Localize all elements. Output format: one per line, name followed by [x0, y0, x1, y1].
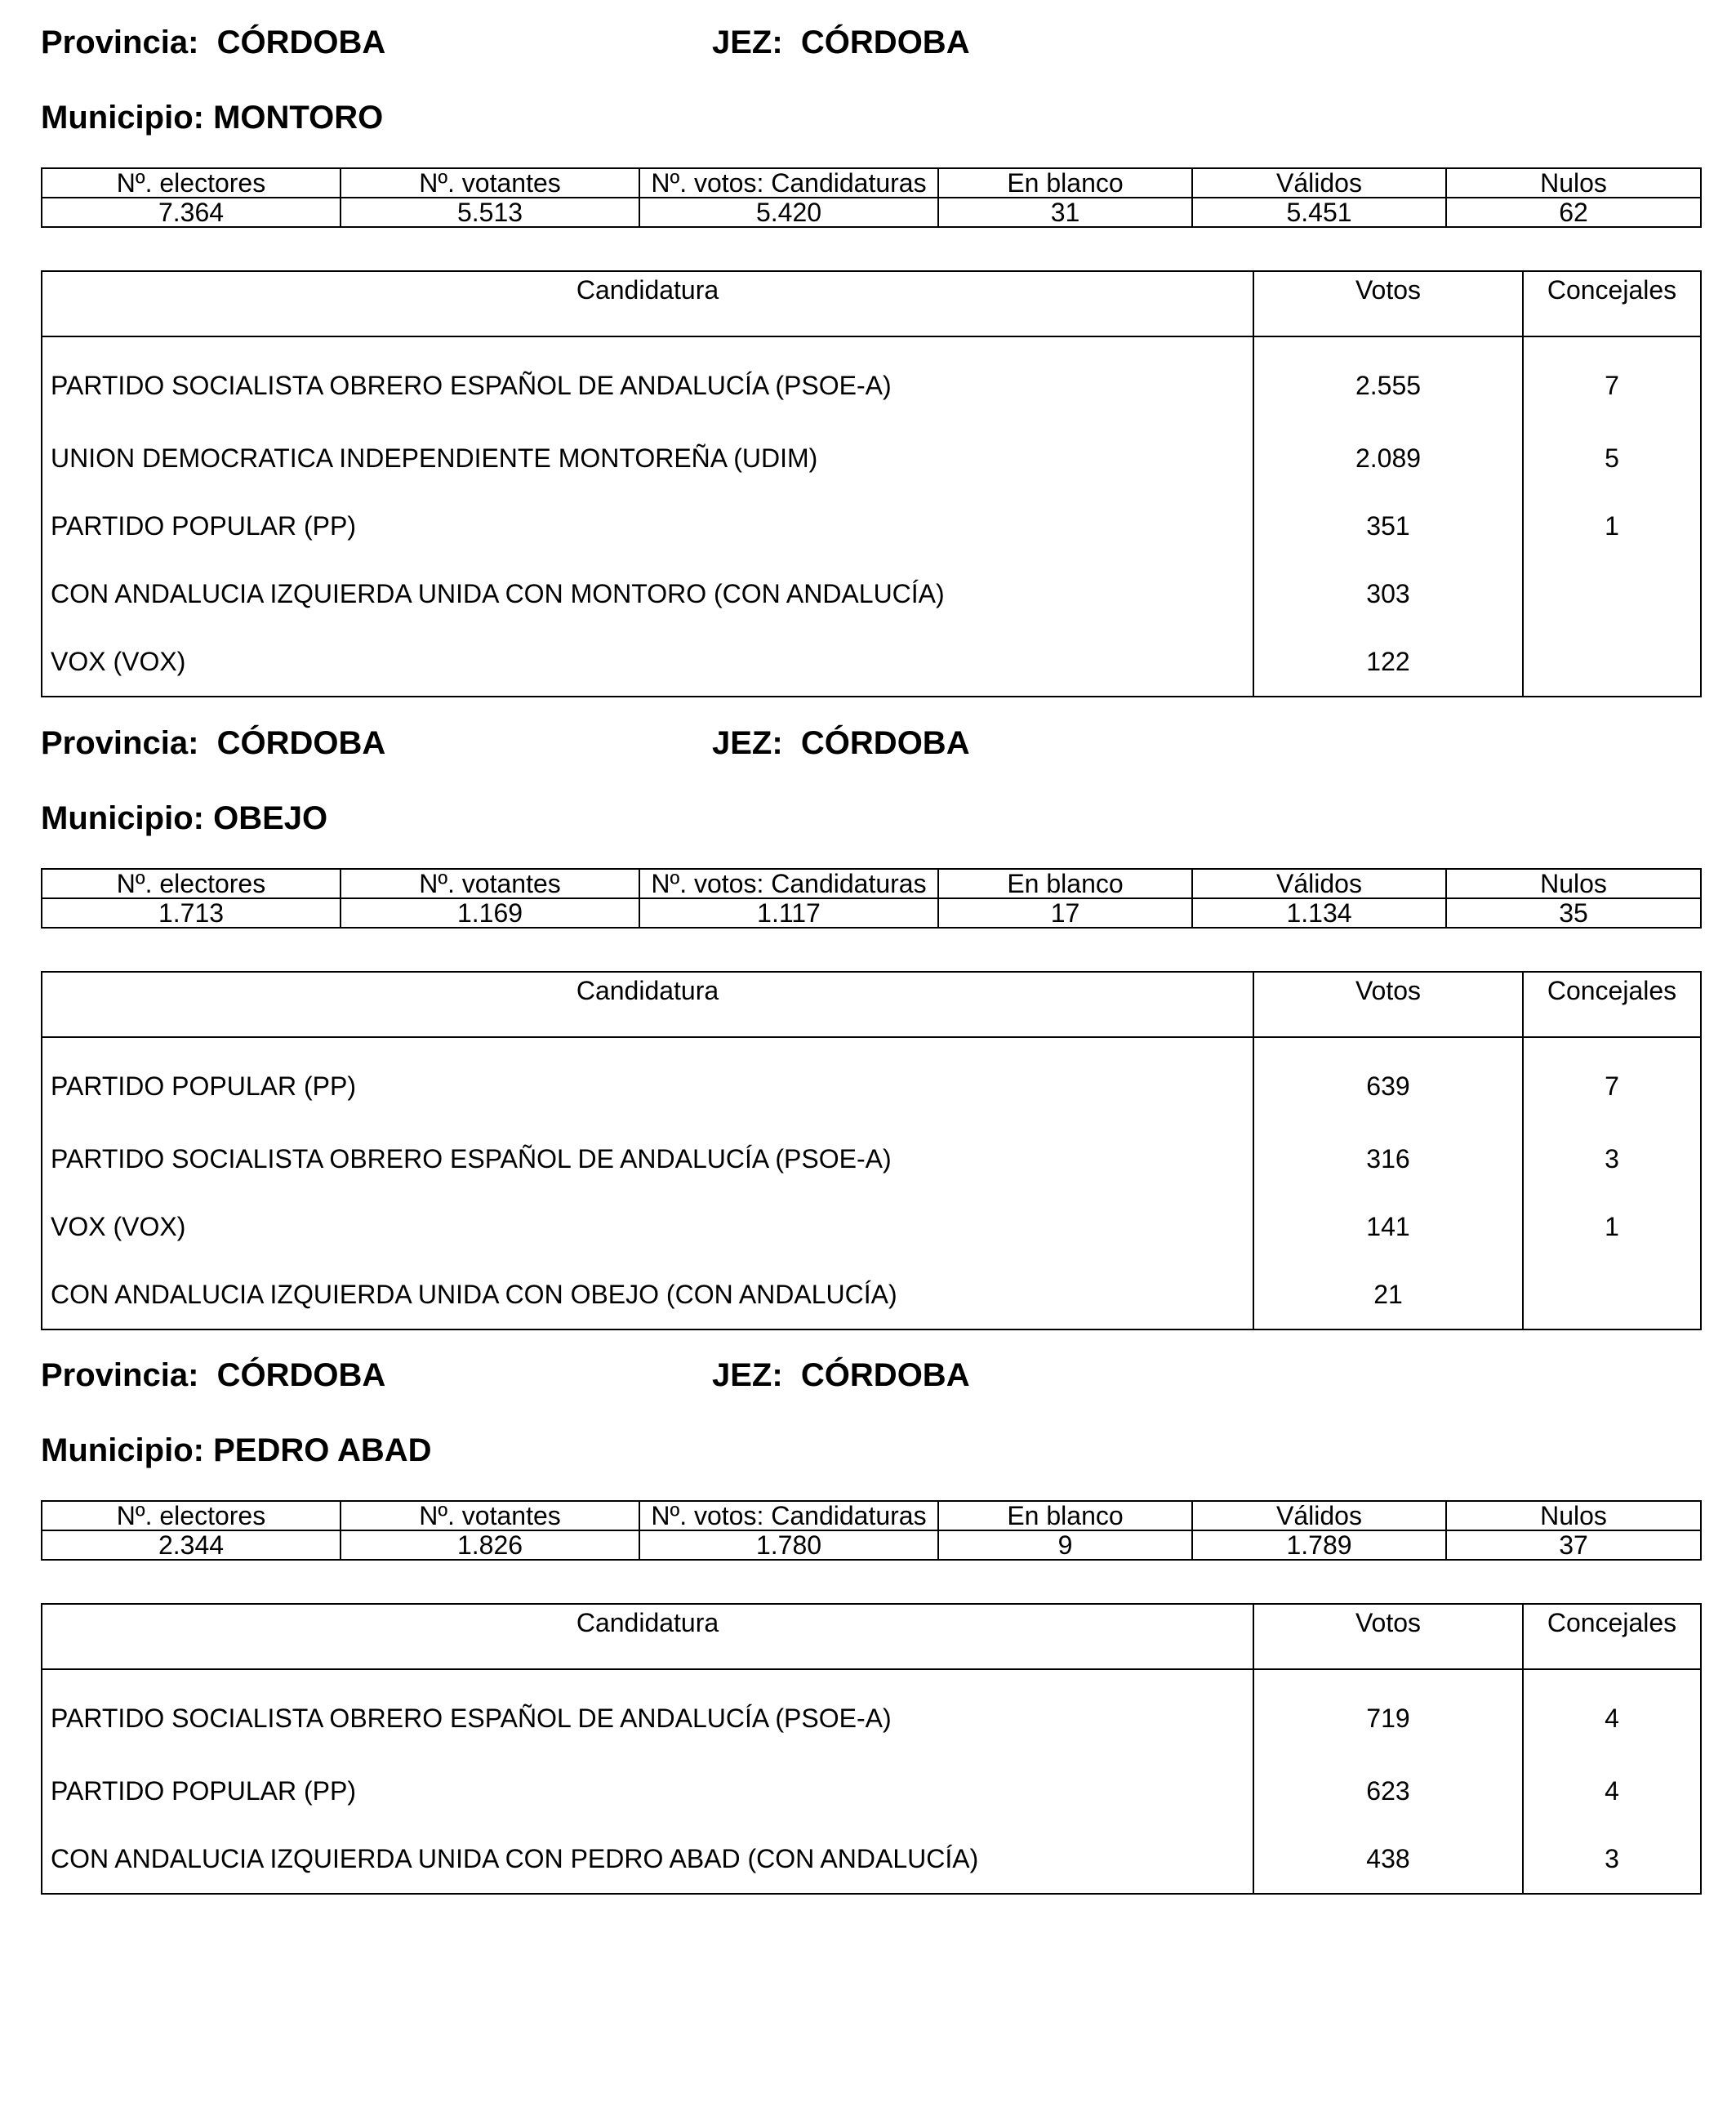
- votos-value: 2.555: [1253, 336, 1523, 425]
- summary-value-cell: 62: [1446, 198, 1701, 227]
- summary-value-cell: 37: [1446, 1530, 1701, 1560]
- summary-value-cell: 35: [1446, 898, 1701, 928]
- table-row: [42, 628, 1701, 697]
- results-header-row: [42, 271, 1701, 336]
- candidatura-name: PARTIDO SOCIALISTA OBRERO ESPAÑOL DE ANDALUCÍA (PSOE-A): [42, 1669, 1253, 1757]
- candidatura-name: PARTIDO POPULAR (PP): [42, 492, 1253, 560]
- table-row: [42, 1825, 1701, 1894]
- table-row: [42, 1125, 1701, 1193]
- votos-value: 303: [1253, 560, 1523, 628]
- table-row: [42, 1193, 1701, 1261]
- summary-value-cell: 1.713: [42, 898, 341, 928]
- concejales-value: 5: [1523, 425, 1701, 492]
- jez-line: [712, 24, 970, 60]
- summary-header-cell: En blanco: [938, 869, 1192, 898]
- municipio-value: OBEJO: [213, 800, 328, 836]
- concejales-value: 7: [1523, 336, 1701, 425]
- jez-line: [712, 725, 970, 761]
- table-row: [42, 336, 1701, 425]
- table-row: [42, 1669, 1701, 1757]
- summary-header-cell: Nº. votos: Candidaturas: [639, 1501, 938, 1530]
- provincia-label: Provincia:: [41, 1357, 199, 1393]
- votos-value: 623: [1253, 1757, 1523, 1825]
- table-row: [42, 560, 1701, 628]
- votos-value: 351: [1253, 492, 1523, 560]
- concejales-value: [1523, 560, 1701, 628]
- candidatura-name: CON ANDALUCIA IZQUIERDA UNIDA CON PEDRO ABAD (CON ANDALUCÍA): [42, 1825, 1253, 1894]
- votos-value: 438: [1253, 1825, 1523, 1894]
- concejales-value: 7: [1523, 1037, 1701, 1125]
- summary-header-cell: Nº. votantes: [341, 869, 639, 898]
- summary-header-cell: Válidos: [1192, 168, 1446, 198]
- results-table: [41, 270, 1702, 697]
- provincia-line: [41, 1357, 385, 1393]
- summary-table: [41, 868, 1702, 929]
- summary-header-cell: Nº. electores: [42, 168, 341, 198]
- summary-value-cell: 17: [938, 898, 1192, 928]
- summary-header-cell: Nulos: [1446, 869, 1701, 898]
- results-table: [41, 971, 1702, 1330]
- summary-header-row: [42, 168, 1701, 198]
- table-row: [42, 1037, 1701, 1125]
- summary-value-cell: 5.513: [341, 198, 639, 227]
- provincia-line: [41, 725, 385, 761]
- municipio-label: Municipio:: [41, 800, 204, 836]
- concejales-value: 3: [1523, 1125, 1701, 1193]
- jez-line: [712, 1357, 970, 1393]
- summary-header-row: [42, 869, 1701, 898]
- summary-value-cell: 7.364: [42, 198, 341, 227]
- results-header-row: [42, 1604, 1701, 1669]
- table-row: [42, 492, 1701, 560]
- votos-header: Votos: [1253, 972, 1523, 1037]
- municipio-label: Municipio:: [41, 100, 204, 136]
- summary-header-cell: Nº. electores: [42, 1501, 341, 1530]
- results-header-row: [42, 972, 1701, 1037]
- summary-value-cell: 1.826: [341, 1530, 639, 1560]
- concejales-value: 1: [1523, 1193, 1701, 1261]
- summary-table: [41, 167, 1702, 228]
- provincia-value: CÓRDOBA: [216, 1357, 386, 1393]
- summary-value-cell: 5.420: [639, 198, 938, 227]
- provincia-line: [41, 24, 385, 60]
- jez-value: CÓRDOBA: [800, 24, 970, 60]
- candidatura-name: CON ANDALUCIA IZQUIERDA UNIDA CON MONTORO (CON ANDALUCÍA): [42, 560, 1253, 628]
- summary-header-cell: Válidos: [1192, 1501, 1446, 1530]
- provincia-value: CÓRDOBA: [216, 725, 386, 761]
- table-row: [42, 1261, 1701, 1329]
- summary-header-cell: Nulos: [1446, 1501, 1701, 1530]
- summary-header-cell: Nº. electores: [42, 869, 341, 898]
- concejales-value: 1: [1523, 492, 1701, 560]
- municipio-label: Municipio:: [41, 1432, 204, 1468]
- summary-header-cell: En blanco: [938, 168, 1192, 198]
- concejales-header: Concejales: [1523, 1604, 1701, 1669]
- candidatura-name: UNION DEMOCRATICA INDEPENDIENTE MONTOREÑA (UDIM): [42, 425, 1253, 492]
- jez-value: CÓRDOBA: [800, 1357, 970, 1393]
- candidatura-name: PARTIDO SOCIALISTA OBRERO ESPAÑOL DE ANDALUCÍA (PSOE-A): [42, 1125, 1253, 1193]
- municipio-value: PEDRO ABAD: [213, 1432, 432, 1468]
- municipio-line: [41, 800, 327, 836]
- summary-values-row: [42, 1530, 1701, 1560]
- votos-value: 316: [1253, 1125, 1523, 1193]
- municipio-value: MONTORO: [213, 100, 384, 136]
- municipio-line: [41, 1432, 432, 1468]
- summary-table: [41, 1500, 1702, 1561]
- table-row: [42, 425, 1701, 492]
- jez-label: JEZ:: [712, 24, 783, 60]
- summary-values-row: [42, 198, 1701, 227]
- summary-header-cell: En blanco: [938, 1501, 1192, 1530]
- candidatura-header: Candidatura: [42, 1604, 1253, 1669]
- summary-header-cell: Nº. votantes: [341, 1501, 639, 1530]
- summary-value-cell: 1.169: [341, 898, 639, 928]
- votos-value: 2.089: [1253, 425, 1523, 492]
- provincia-label: Provincia:: [41, 725, 199, 761]
- concejales-value: [1523, 628, 1701, 697]
- jez-label: JEZ:: [712, 725, 783, 761]
- candidatura-name: PARTIDO SOCIALISTA OBRERO ESPAÑOL DE ANDALUCÍA (PSOE-A): [42, 336, 1253, 425]
- summary-header-cell: Nº. votos: Candidaturas: [639, 168, 938, 198]
- summary-value-cell: 1.780: [639, 1530, 938, 1560]
- concejales-value: [1523, 1261, 1701, 1329]
- summary-value-cell: 1.117: [639, 898, 938, 928]
- jez-value: CÓRDOBA: [800, 725, 970, 761]
- table-row: [42, 1757, 1701, 1825]
- candidatura-name: CON ANDALUCIA IZQUIERDA UNIDA CON OBEJO (CON ANDALUCÍA): [42, 1261, 1253, 1329]
- votos-value: 21: [1253, 1261, 1523, 1329]
- votos-value: 122: [1253, 628, 1523, 697]
- candidatura-name: PARTIDO POPULAR (PP): [42, 1037, 1253, 1125]
- summary-header-cell: Nulos: [1446, 168, 1701, 198]
- provincia-label: Provincia:: [41, 24, 199, 60]
- votos-header: Votos: [1253, 1604, 1523, 1669]
- results-table: [41, 1603, 1702, 1895]
- municipio-line: [41, 100, 383, 136]
- summary-values-row: [42, 898, 1701, 928]
- summary-value-cell: 9: [938, 1530, 1192, 1560]
- summary-value-cell: 2.344: [42, 1530, 341, 1560]
- candidatura-name: PARTIDO POPULAR (PP): [42, 1757, 1253, 1825]
- summary-header-cell: Nº. votantes: [341, 168, 639, 198]
- summary-value-cell: 31: [938, 198, 1192, 227]
- jez-label: JEZ:: [712, 1357, 783, 1393]
- concejales-value: 3: [1523, 1825, 1701, 1894]
- concejales-header: Concejales: [1523, 972, 1701, 1037]
- votos-value: 141: [1253, 1193, 1523, 1261]
- candidatura-name: VOX (VOX): [42, 628, 1253, 697]
- summary-value-cell: 1.789: [1192, 1530, 1446, 1560]
- concejales-header: Concejales: [1523, 271, 1701, 336]
- candidatura-header: Candidatura: [42, 271, 1253, 336]
- summary-value-cell: 5.451: [1192, 198, 1446, 227]
- votos-value: 639: [1253, 1037, 1523, 1125]
- votos-value: 719: [1253, 1669, 1523, 1757]
- summary-value-cell: 1.134: [1192, 898, 1446, 928]
- votos-header: Votos: [1253, 271, 1523, 336]
- summary-header-cell: Nº. votos: Candidaturas: [639, 869, 938, 898]
- summary-header-row: [42, 1501, 1701, 1530]
- candidatura-name: VOX (VOX): [42, 1193, 1253, 1261]
- candidatura-header: Candidatura: [42, 972, 1253, 1037]
- concejales-value: 4: [1523, 1669, 1701, 1757]
- provincia-value: CÓRDOBA: [216, 24, 386, 60]
- concejales-value: 4: [1523, 1757, 1701, 1825]
- summary-header-cell: Válidos: [1192, 869, 1446, 898]
